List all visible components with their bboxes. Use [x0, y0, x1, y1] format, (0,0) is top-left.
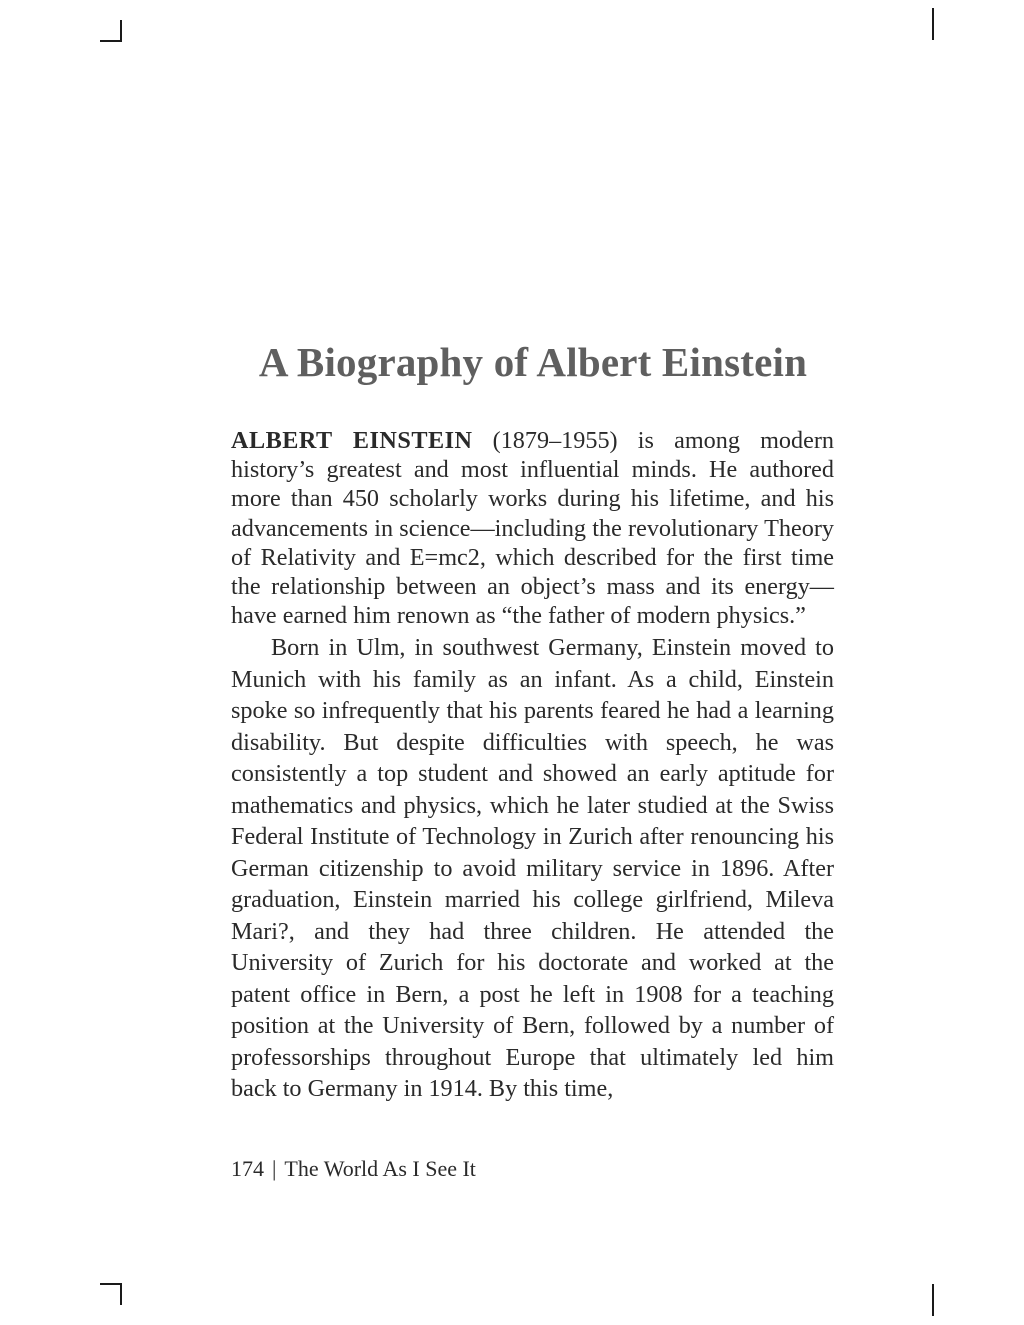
book-title: The World As I See It	[284, 1156, 476, 1181]
body-text	[231, 426, 834, 1105]
footer-separator: |	[272, 1156, 277, 1181]
page-title: A Biography of Albert Einstein	[258, 339, 808, 385]
lead-in-name: ALBERT EINSTEIN	[231, 427, 473, 454]
page-number: 174	[231, 1156, 264, 1181]
crop-mark-bottom-left	[120, 1283, 122, 1305]
crop-mark-top-left	[120, 20, 122, 42]
crop-mark-top-left	[100, 40, 122, 42]
crop-mark-top-right	[932, 8, 934, 40]
crop-mark-bottom-left	[100, 1283, 122, 1285]
paragraph-intro	[231, 426, 834, 630]
paragraph-intro-text: (1879–1955) is among modern history’s greatest and most influential minds. He authored more than 450 scholarly works during his lifetime, and his advancements in science—including the revolutionary Theory of Relativity and E=mc2, which described for the first time the relationship between an object’s mass and its energy—have earned him renown as “the father of modern physics.”	[231, 427, 834, 630]
running-footer	[231, 1156, 476, 1182]
paragraph-early-life: Born in Ulm, in southwest Germany, Einstein moved to Munich with his family as an infant. As a child, Einstein spoke so infrequently that his parents feared he had a learning disability. But despite difficulties with speech, he was consistently a top student and showed an early aptitude for mathematics and physics, which he later studied at the Swiss Federal Institute of Technology in Zurich after renouncing his German citizenship to avoid military service in 1896. After graduation, Einstein married his college girlfriend, Mileva Mari?, and they had three children. He attended the University of Zurich for his doctorate and worked at the patent office in Bern, a post he left in 1908 for a teaching position at the University of Bern, followed by a number of professorships throughout Europe that ultimately led him back to Germany in 1914. By this time,	[231, 634, 834, 1103]
crop-mark-bottom-right	[932, 1284, 934, 1316]
